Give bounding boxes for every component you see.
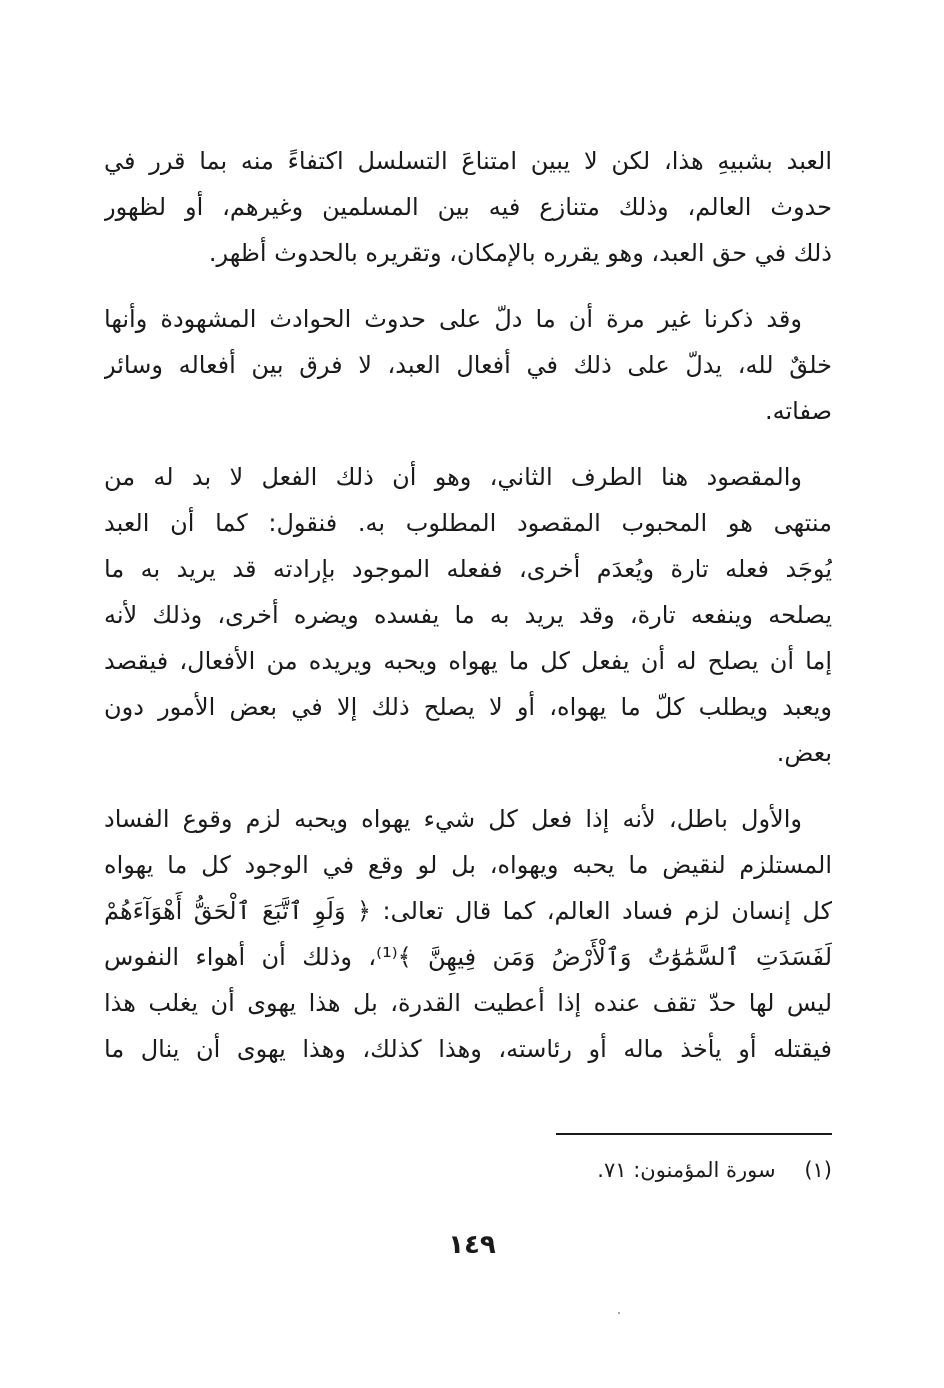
footnote bbox=[104, 1150, 832, 1190]
text-line: فيقتله أو يأخذ ماله أو رئاسته، وهذا كذلك، وهذا يهوى أن ينال ما bbox=[104, 1035, 832, 1063]
text-line: والمقصود هنا الطرف الثاني، وهو أن ذلك الفعل لا بد له من bbox=[104, 463, 802, 491]
quran-verse-line: لَفَسَدَتِ ٱلسَّمَٰوَٰتُ وَٱلْأَرْضُ وَمَن فِيهِنَّ ﴾⁽¹⁾، وذلك أن أهواء النفوس bbox=[104, 943, 832, 971]
text-line: ذلك في حق العبد، وهو يقرره بالإمكان، وتقريره بالحدوث أظهر. bbox=[208, 239, 832, 267]
text-line: حدوث العالم، وذلك متنازع فيه بين المسلمين وغيرهم، أو لظهور bbox=[104, 193, 832, 221]
text-line: المستلزم لنقيض ما يحبه ويهواه، بل لو وقع في الوجود كل ما يهواه bbox=[104, 851, 832, 879]
text-line: ويعبد ويطلب كلّ ما يهواه، أو لا يصلح ذلك إلا في بعض الأمور دون bbox=[104, 693, 832, 721]
text-line: يصلحه وينفعه تارة، وقد يريد به ما يفسده ويضره أخرى، وذلك لأنه bbox=[104, 601, 832, 629]
footnote-text: سورة المؤمنون: ٧١. bbox=[597, 1158, 776, 1182]
text-line: إما أن يصلح له أن يفعل كل ما يهواه ويحبه ويريده من الأفعال، فيقصد bbox=[104, 647, 832, 675]
paragraph-4 bbox=[104, 796, 832, 1072]
text-line: ليس لها حدّ تقف عنده إذا أعطيت القدرة، بل هذا يهوى أن يغلب هذا bbox=[104, 989, 832, 1017]
page-number: ١٤٩ bbox=[448, 1230, 496, 1260]
footnote-number: (١) bbox=[804, 1158, 832, 1182]
scan-speck bbox=[618, 1312, 620, 1314]
text-line: خلقٌ لله، يدلّ على ذلك في أفعال العبد، لا فرق بين أفعاله وسائر bbox=[104, 351, 832, 379]
text-line: يُوجَد فعله تارة ويُعدَم أخرى، ففعله الموجود بإرادته قد يريد به ما bbox=[104, 555, 832, 583]
text-line: منتهى هو المحبوب المقصود المطلوب به. فنقول: كما أن العبد bbox=[104, 509, 832, 537]
text-line: بعض. bbox=[776, 739, 832, 767]
paragraph-2 bbox=[104, 296, 832, 434]
quran-verse-line: كل إنسان لزم فساد العالم، كما قال تعالى: ﴿ وَلَوِ ٱتَّبَعَ ٱلْحَقُّ أَهْوَآءَهُمْ bbox=[104, 897, 832, 925]
paragraph-1 bbox=[104, 138, 832, 276]
footnote-divider bbox=[556, 1133, 832, 1135]
text-line: وقد ذكرنا غير مرة أن ما دلّ على حدوث الحوادث المشهودة وأنها bbox=[104, 305, 802, 333]
paragraph-3 bbox=[104, 454, 832, 776]
text-line: العبد بشبيهِ هذا، لكن لا يبين امتناعَ التسلسل اكتفاءً منه بما قرر في bbox=[104, 147, 832, 175]
text-line: والأول باطل، لأنه إذا فعل كل شيء يهواه ويحبه لزم وقوع الفساد bbox=[104, 805, 802, 833]
text-line: صفاته. bbox=[764, 397, 832, 425]
main-text bbox=[104, 138, 832, 1072]
